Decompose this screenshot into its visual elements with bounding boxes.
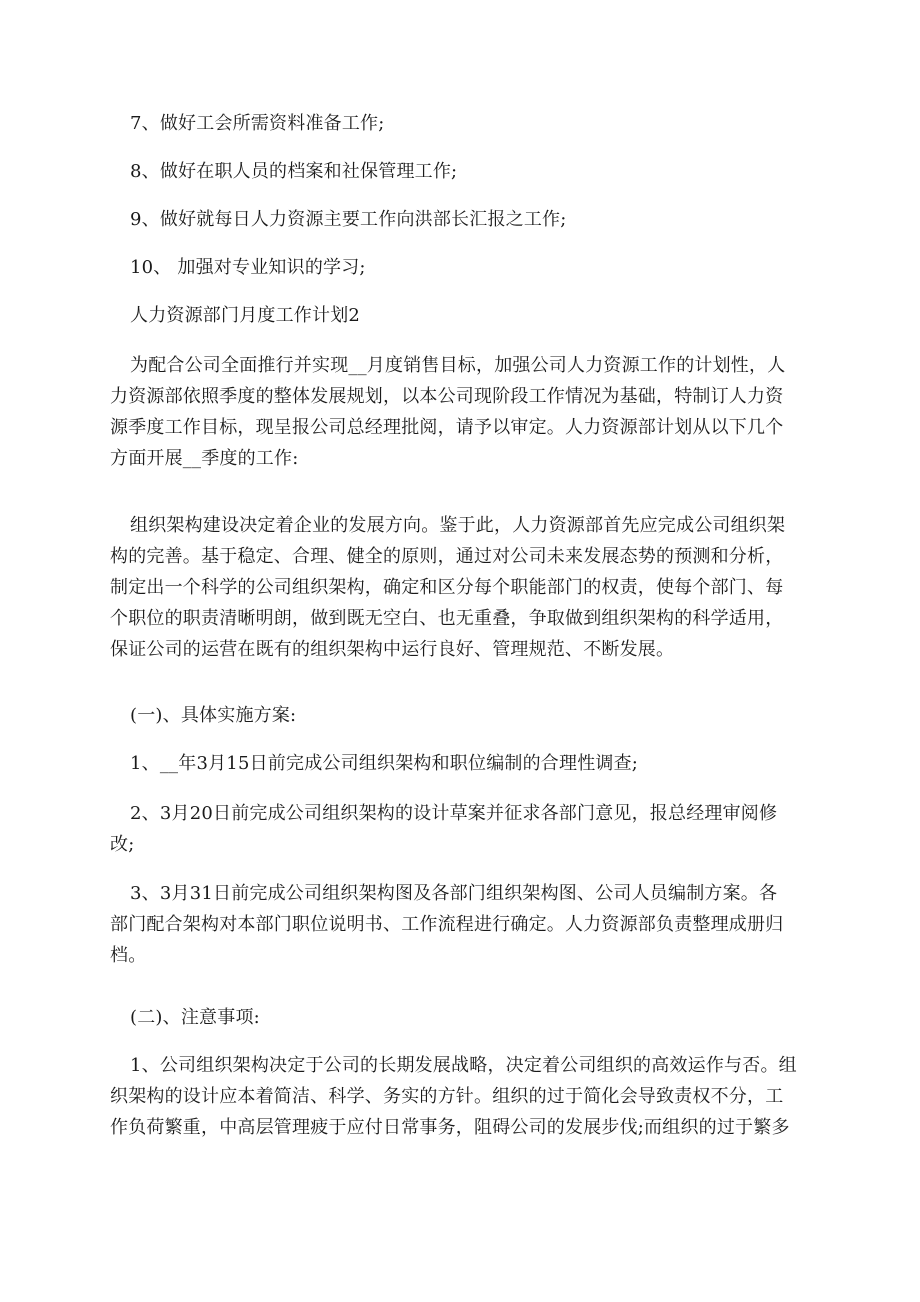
plan-item-1: 1、__年3月15日前完成公司组织架构和职位编制的合理性调查; [130, 753, 639, 774]
plan-item-3-line: 档。 [110, 945, 147, 966]
task-item-10: 10、 加强对专业知识的学习; [130, 257, 366, 278]
intro-line: 为配合公司全面推行并实现__月度销售目标，加强公司人力资源工作的计划性，人 [130, 355, 786, 376]
section-heading: 人力资源部门月度工作计划2 [130, 305, 361, 326]
intro-line: 力资源部依照季度的整体发展规划，以本公司现阶段工作情况为基础，特制订人力资 [110, 386, 784, 407]
intro-line: 方面开展__季度的工作: [110, 448, 299, 469]
org-paragraph [110, 510, 810, 665]
task-item-9: 9、做好就每日人力资源主要工作向洪部长汇报之工作; [130, 209, 567, 230]
section1-title: (一)、具体实施方案: [130, 705, 297, 726]
intro-line: 源季度工作目标，现呈报公司总经理批阅，请予以审定。人力资源部计划从以下几个 [110, 417, 784, 438]
section2-title: (二)、注意事项: [130, 1007, 260, 1028]
org-line: 制定出一个科学的公司组织架构，确定和区分每个职能部门的权责，使每个部门、每 [110, 577, 784, 598]
plan-item-2-line: 改; [110, 834, 135, 855]
org-line: 组织架构建设决定着企业的发展方向。鉴于此，人力资源部首先应完成公司组织架 [130, 515, 786, 536]
intro-paragraph [110, 350, 810, 474]
note-item-1 [110, 1050, 810, 1143]
plan-item-3 [110, 878, 810, 971]
org-line: 保证公司的运营在既有的组织架构中运行良好、管理规范、不断发展。 [110, 639, 675, 660]
plan-item-2 [110, 798, 810, 860]
note-item-1-line: 1、公司组织架构决定于公司的长期发展战略，决定着公司组织的高效运作与否。组 [130, 1055, 797, 1076]
org-line: 构的完善。基于稳定、合理、健全的原则，通过对公司未来发展态势的预测和分析， [110, 546, 784, 567]
task-item-7: 7、做好工会所需资料准备工作; [130, 113, 385, 134]
note-item-1-line: 织架构的设计应本着简洁、科学、务实的方针。组织的过于简化会导致责权不分，工 [110, 1086, 784, 1107]
plan-item-3-line: 部门配合架构对本部门职位说明书、工作流程进行确定。人力资源部负责整理成册归 [110, 914, 784, 935]
plan-item-3-line: 3、3月31日前完成公司组织架构图及各部门组织架构图、公司人员编制方案。各 [130, 883, 778, 904]
note-item-1-line: 作负荷繁重，中高层管理疲于应付日常事务，阻碍公司的发展步伐;而组织的过于繁多 [110, 1117, 790, 1138]
plan-item-2-line: 2、3月20日前完成公司组织架构的设计草案并征求各部门意见，报总经理审阅修 [130, 803, 778, 824]
task-item-8: 8、做好在职人员的档案和社保管理工作; [130, 161, 458, 182]
org-line: 个职位的职责清晰明朗，做到既无空白、也无重叠，争取做到组织架构的科学适用， [110, 608, 784, 629]
